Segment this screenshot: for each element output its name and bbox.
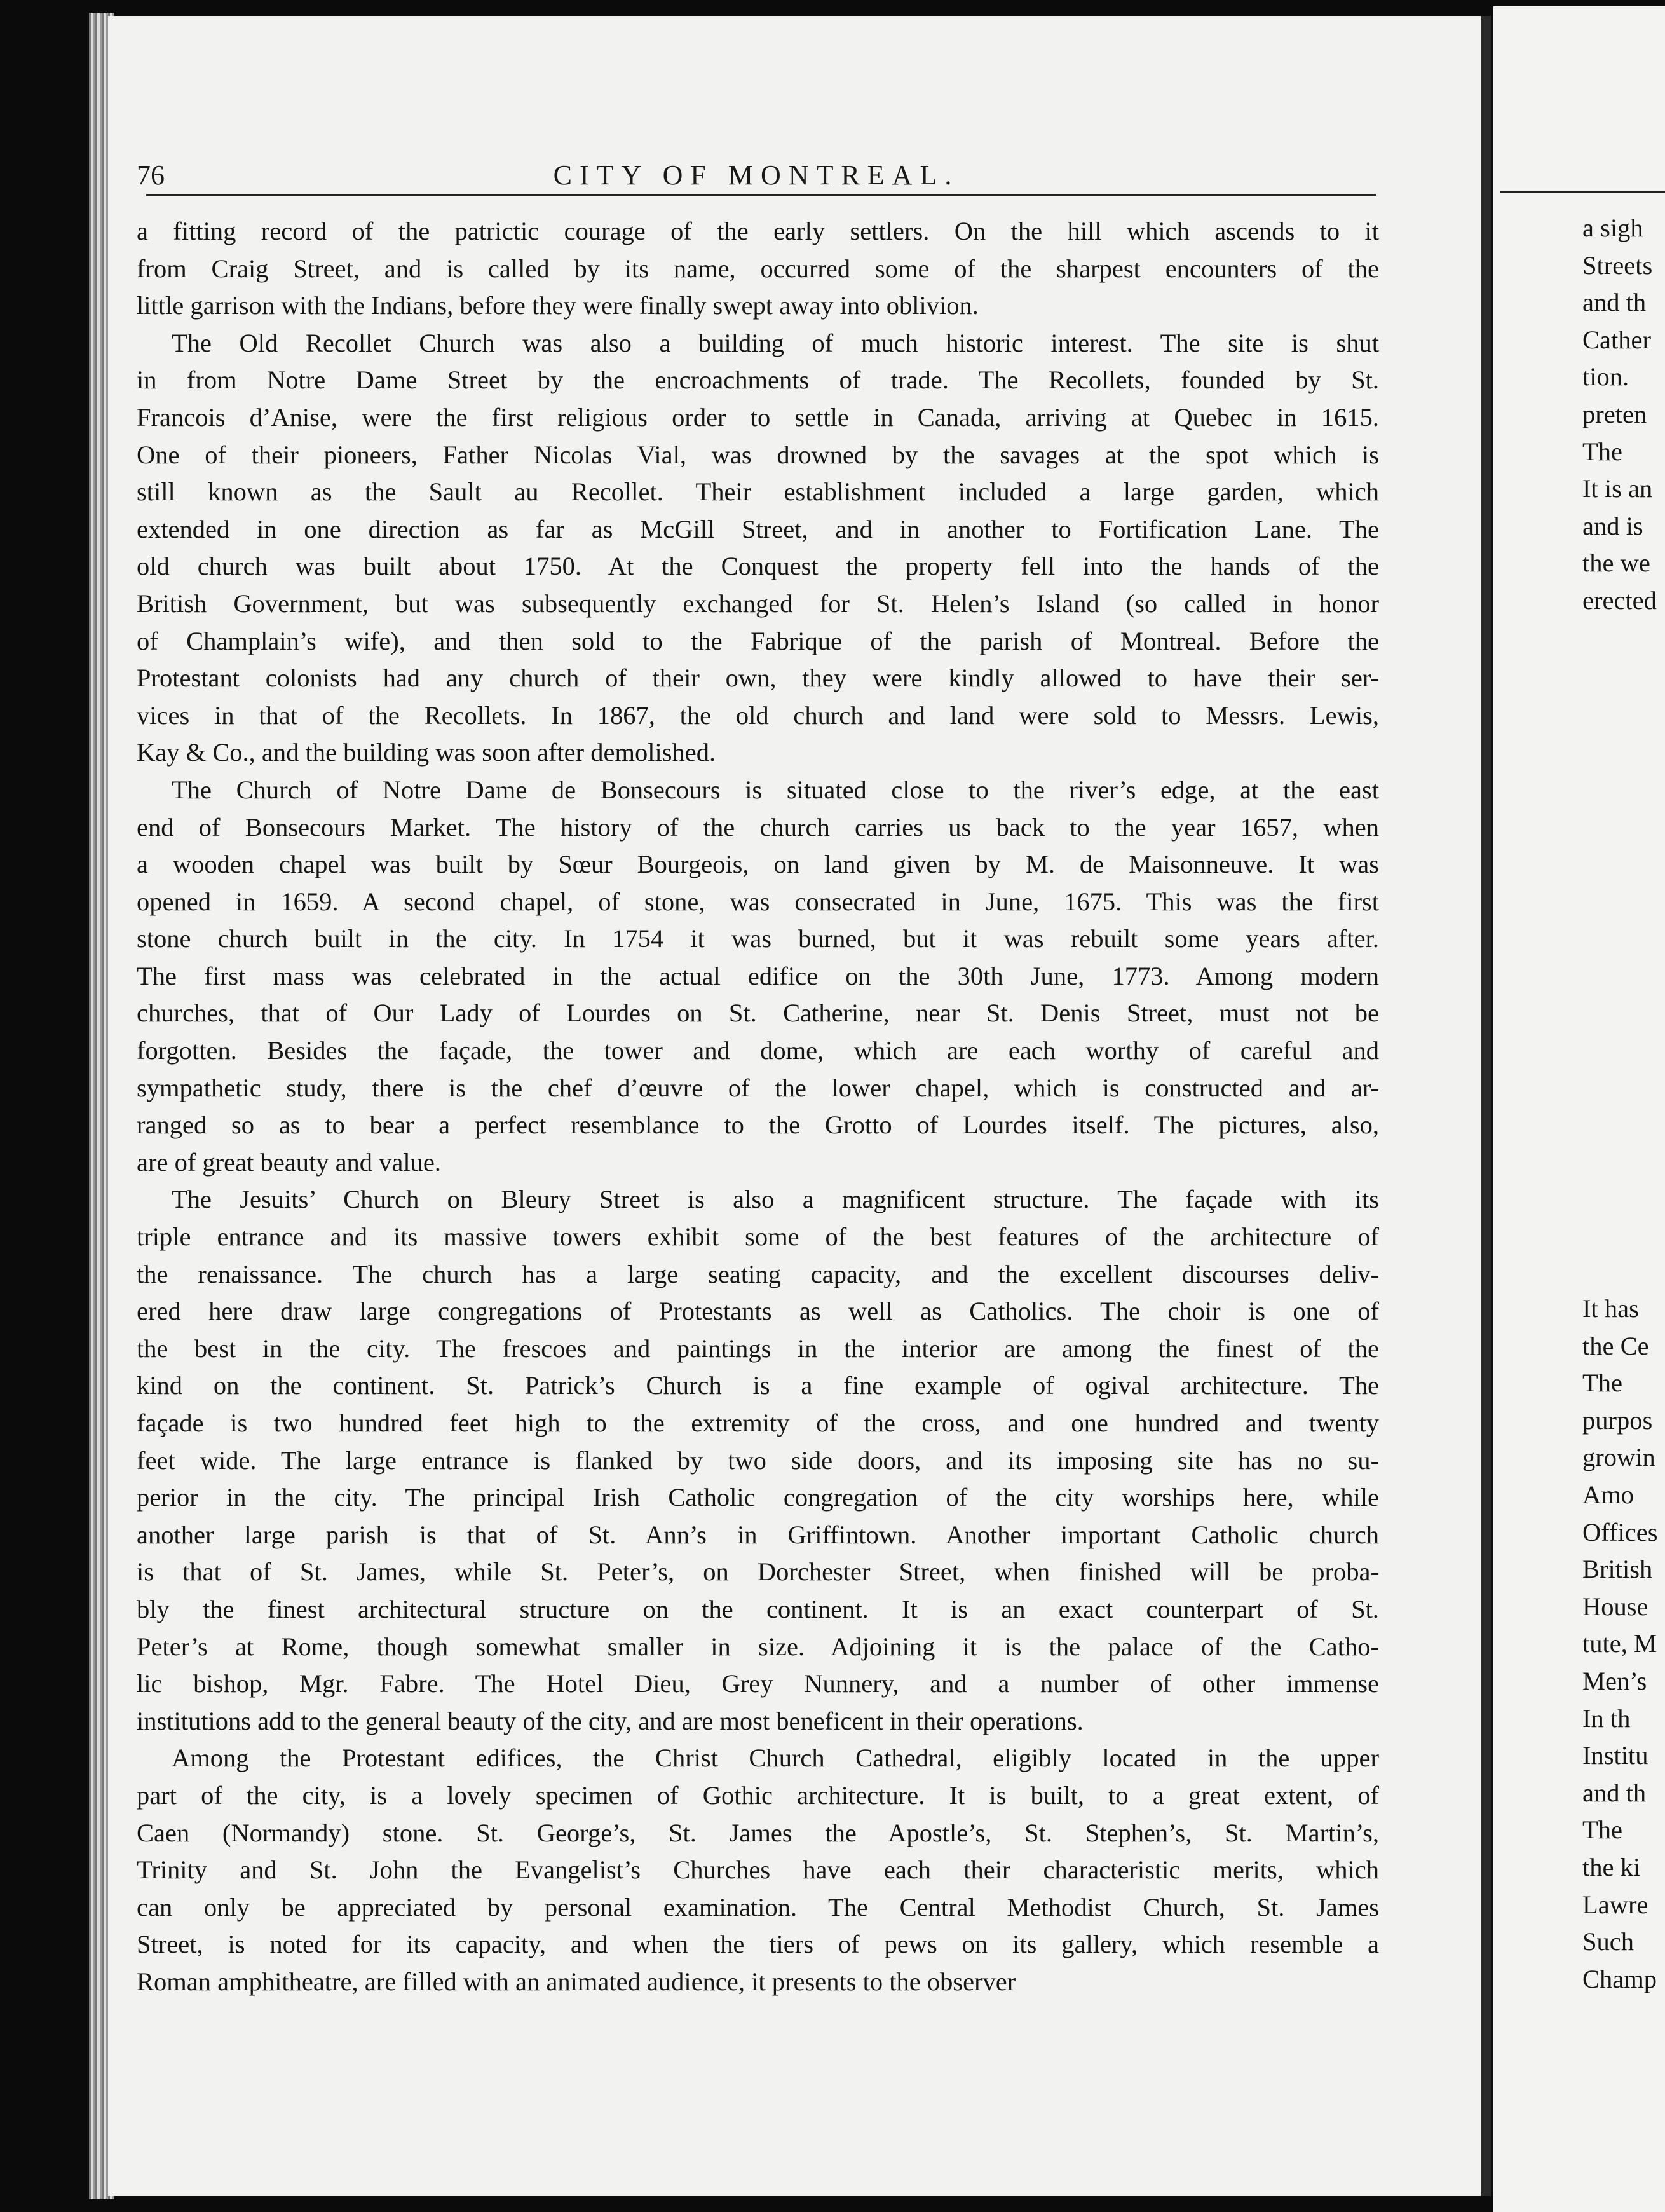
text-line: old church was built about 1750. At the Conquest the property fell into the hands of the (137, 552, 1379, 581)
facing-text-fragment: a sigh (1582, 214, 1643, 242)
text-line: ranged so as to bear a perfect resemblance to the Grotto of Lourdes itself. The pictures, also, (137, 1110, 1379, 1140)
text-line: façade is two hundred feet high to the extremity of the cross, and one hundred and twenty (137, 1409, 1379, 1437)
text-line: Francois d’Anise, were the first religious order to settle in Canada, arriving at Quebec in 1615. (137, 402, 1379, 432)
facing-text-fragment: House (1582, 1592, 1648, 1621)
facing-text-fragment: purpos (1582, 1405, 1653, 1435)
facing-text-fragment: tute, M (1582, 1629, 1657, 1658)
text-line: The Church of Notre Dame de Bonsecours is situated close to the river’s edge, at the east (172, 775, 1379, 804)
paragraph (137, 1181, 1379, 1740)
facing-text-fragment: Champ (1582, 1964, 1657, 1993)
text-line: lic bishop, Mgr. Fabre. The Hotel Dieu, Grey Nunnery, and a number of other immense (137, 1669, 1379, 1698)
text-line: triple entrance and its massive towers exhibit some of the best features of the architecture of (137, 1222, 1379, 1252)
text-line: is that of St. James, while St. Peter’s, on Dorchester Street, when finished will be proba- (137, 1557, 1379, 1587)
text-line: opened in 1659. A second chapel, of stone, was consecrated in June, 1675. This was the first (137, 887, 1379, 916)
paragraph (137, 772, 1379, 1182)
text-line: a wooden chapel was built by Sœur Bourgeois, on land given by M. de Maisonneuve. It was (137, 850, 1379, 879)
page-body-text (137, 213, 1379, 2001)
facing-text-fragment: Offices (1582, 1517, 1658, 1546)
facing-text-fragment: British (1582, 1555, 1653, 1584)
facing-page-upper-text (1582, 210, 1665, 620)
paragraph (137, 213, 1379, 325)
facing-text-fragment: Such (1582, 1927, 1634, 1956)
text-line: Among the Protestant edifices, the Christ Church Cathedral, eligibly located in the upper (172, 1744, 1379, 1773)
text-line: part of the city, is a lovely specimen of Gothic architecture. It is built, to a great extent, of (137, 1780, 1379, 1810)
text-line: are of great beauty and value. (137, 1147, 441, 1177)
text-line: One of their pioneers, Father Nicolas Vial, was drowned by the savages at the spot which is (137, 440, 1379, 469)
text-line: churches, that of Our Lady of Lourdes on St. Catherine, near St. Denis Street, must not be (137, 999, 1379, 1028)
text-line: still known as the Sault au Recollet. Their establishment included a large garden, which (137, 477, 1379, 507)
facing-text-fragment: Cather (1582, 325, 1651, 354)
facing-text-fragment: The (1582, 437, 1622, 466)
text-line: the renaissance. The church has a large seating capacity, and the excellent discourses deliv- (137, 1259, 1379, 1288)
text-line: kind on the continent. St. Patrick’s Church is a fine example of ogival architecture. The (137, 1371, 1379, 1400)
text-line: can only be appreciated by personal examination. The Central Methodist Church, St. James (137, 1892, 1379, 1922)
paragraph (137, 1740, 1379, 2000)
text-line: sympathetic study, there is the chef d’œuvre of the lower chapel, which is constructed and ar- (137, 1073, 1379, 1102)
facing-text-fragment: the Ce (1582, 1331, 1649, 1360)
text-line: Trinity and St. John the Evangelist’s Churches have each their characteristic merits, which (137, 1855, 1379, 1885)
facing-text-fragment: the we (1582, 549, 1650, 578)
text-line: bly the finest architectural structure on the continent. It is an exact counterpart of St. (137, 1594, 1379, 1623)
text-line: feet wide. The large entrance is flanked by two side doors, and its imposing site has no su- (137, 1445, 1379, 1475)
facing-page (1493, 6, 1665, 2212)
text-line: little garrison with the Indians, before they were finally swept away into oblivion. (137, 291, 979, 320)
facing-text-fragment: The (1582, 1815, 1622, 1845)
facing-text-fragment: In th (1582, 1703, 1631, 1733)
text-line: another large parish is that of St. Ann’s in Griffintown. Another important Catholic church (137, 1520, 1379, 1549)
text-line: Peter’s at Rome, though somewhat smaller in size. Adjoining it is the palace of the Catho- (137, 1632, 1379, 1661)
facing-text-fragment: erected (1582, 585, 1657, 615)
facing-text-fragment: and is (1582, 511, 1643, 540)
facing-text-fragment: Streets (1582, 250, 1653, 280)
facing-text-fragment: It is an (1582, 474, 1653, 503)
text-line: of Champlain’s wife), and then sold to the Fabrique of the parish of Montreal. Before the (137, 626, 1379, 655)
text-line: the best in the city. The frescoes and paintings in the interior are among the finest of the (137, 1334, 1379, 1363)
text-line: Protestant colonists had any church of their own, they were kindly allowed to have their ser- (137, 664, 1379, 693)
facing-text-fragment: Lawre (1582, 1890, 1648, 1919)
text-line: vices in that of the Recollets. In 1867, the old church and land were sold to Messrs. Lewis, (137, 700, 1379, 730)
text-line: ered here draw large congregations of Protestants as well as Catholics. The choir is one of (137, 1297, 1379, 1326)
running-head: CITY OF MONTREAL. (553, 160, 960, 191)
facing-text-fragment: It has (1582, 1294, 1639, 1323)
text-line: Caen (Normandy) stone. St. George’s, St. James the Apostle’s, St. Stephen’s, St. Martin’s, (137, 1818, 1379, 1847)
header-rule (146, 194, 1376, 196)
text-line: forgotten. Besides the façade, the tower and dome, which are each worthy of careful and (137, 1036, 1379, 1065)
text-line: perior in the city. The principal Irish Catholic congregation of the city worships here, while (137, 1483, 1379, 1512)
text-line: Kay & Co., and the building was soon after demolished. (137, 738, 716, 767)
facing-text-fragment: Men’s (1582, 1666, 1647, 1695)
text-line: Roman amphitheatre, are filled with an animated audience, it presents to the observer (137, 1967, 1016, 1996)
text-line: in from Notre Dame Street by the encroachments of trade. The Recollets, founded by St. (137, 365, 1379, 395)
text-line: end of Bonsecours Market. The history of the church carries us back to the year 1657, when (137, 812, 1379, 842)
text-line: British Government, but was subsequently exchanged for St. Helen’s Island (so called in honor (137, 589, 1379, 618)
text-line: from Craig Street, and is called by its name, occurred some of the sharpest encounters of the (137, 254, 1379, 283)
text-line: The Jesuits’ Church on Bleury Street is also a magnificent structure. The façade with its (172, 1185, 1379, 1214)
text-line: institutions add to the general beauty of the city, and are most beneficent in their operations. (137, 1706, 1084, 1735)
text-line: The first mass was celebrated in the actual edifice on the 30th June, 1773. Among modern (137, 961, 1379, 990)
facing-text-fragment: and th (1582, 288, 1647, 317)
paragraph (137, 325, 1379, 772)
facing-text-fragment: growin (1582, 1443, 1655, 1472)
page-header (137, 159, 1376, 197)
facing-text-fragment: and th (1582, 1778, 1647, 1807)
text-line: The Old Recollet Church was also a building of much historic interest. The site is shut (172, 328, 1379, 357)
text-line: extended in one direction as far as McGill Street, and in another to Fortification Lane. The (137, 514, 1379, 543)
facing-text-fragment: The (1582, 1369, 1622, 1398)
page-number: 76 (137, 160, 165, 191)
facing-text-fragment: preten (1582, 399, 1647, 428)
facing-text-fragment: tion. (1582, 362, 1629, 392)
text-line: Street, is noted for its capacity, and when the tiers of pews on its gallery, which resemble a (137, 1930, 1379, 1959)
facing-page-header-rule (1500, 191, 1665, 193)
facing-text-fragment: Amo (1582, 1480, 1634, 1509)
facing-text-fragment: the ki (1582, 1852, 1641, 1881)
book-gutter (1481, 16, 1491, 2196)
facing-page-lower-text (1582, 1290, 1665, 1998)
text-line: a fitting record of the patrictic courage of the early settlers. On the hill which ascends to it (137, 217, 1379, 245)
facing-text-fragment: Institu (1582, 1741, 1648, 1770)
text-line: stone church built in the city. In 1754 it was burned, but it was rebuilt some years after. (137, 924, 1379, 953)
